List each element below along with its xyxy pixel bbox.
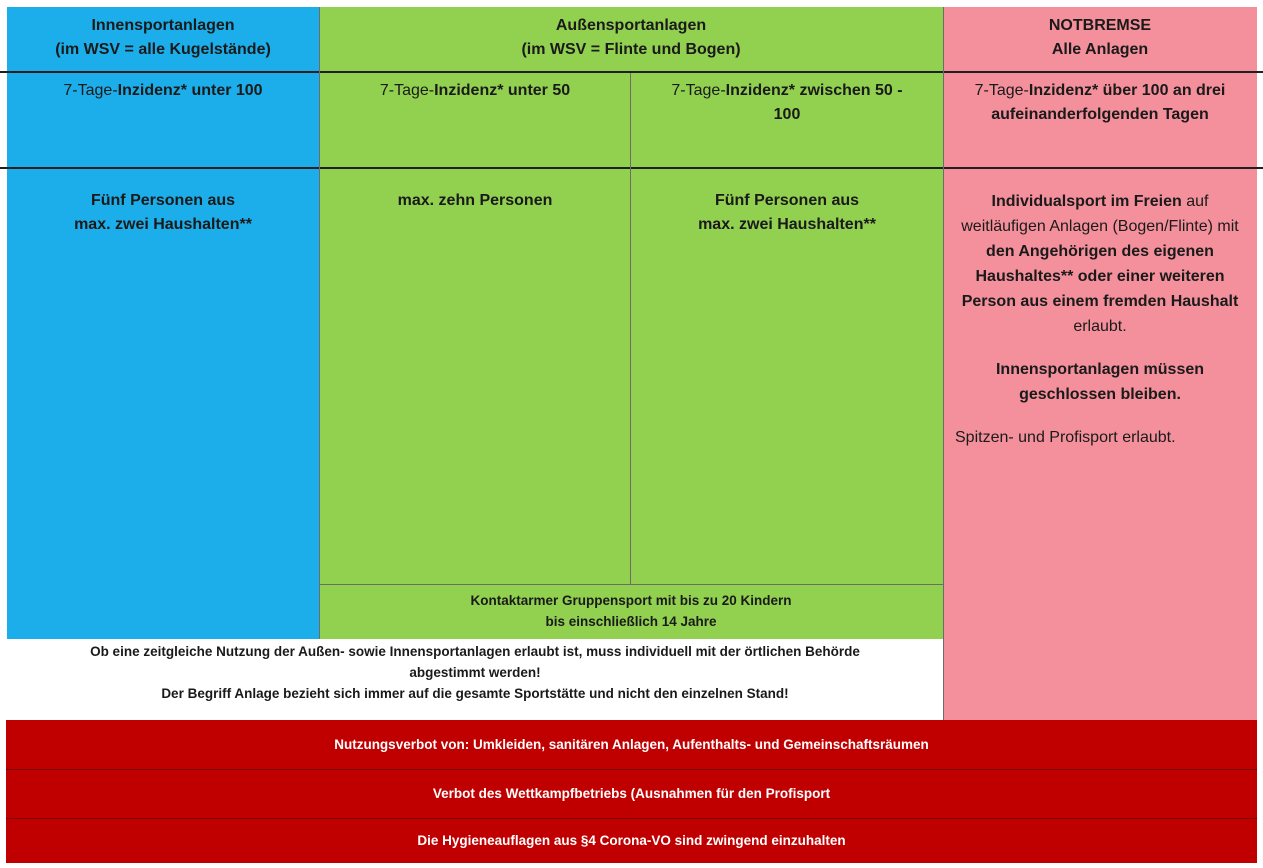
indoor-rule xyxy=(7,169,319,629)
outdoor-header xyxy=(319,7,943,71)
notbremse-subtitle: Alle Anlagen xyxy=(1051,41,1149,58)
outdoor-a-rule xyxy=(319,169,631,584)
outdoor-a-incidence xyxy=(319,73,631,167)
incidence-threshold-cont: aufeinanderfolgenden Tagen xyxy=(991,106,1209,123)
incidence-threshold-cont: 100 xyxy=(773,106,801,123)
incidence-threshold: Inzidenz* unter 50 xyxy=(434,82,571,99)
incidence-prefix: 7-Tage- xyxy=(671,82,726,99)
general-rule-divider xyxy=(6,769,1257,770)
general-rule-text: Die Hygieneauflagen aus §4 Corona-VO sind zwingend einzuhalten xyxy=(417,833,846,848)
notice-line3: Der Begriff Anlage bezieht sich immer auf die gesamte Sportstätte und nicht den einzelnen Stand! xyxy=(161,686,789,701)
indoor-incidence xyxy=(7,73,319,167)
incidence-threshold: Inzidenz* über 100 an drei xyxy=(1028,82,1226,99)
notbremse-p1-bold2: den Angehörigen des eigenen Haushaltes** oder einer weiteren Person aus einem fremden Haushalt xyxy=(961,243,1239,310)
indoor-outdoor-divider xyxy=(319,7,320,639)
incidence-prefix: 7-Tage- xyxy=(379,82,435,99)
notice-box xyxy=(7,639,943,720)
incidence-prefix: 7-Tage- xyxy=(974,82,1029,99)
indoor-subtitle: (im WSV = alle Kugelstände) xyxy=(55,41,271,58)
notbremse-p1-bold1: Individualsport im Freien xyxy=(991,193,1182,210)
group-sport-line2: bis einschließlich 14 Jahre xyxy=(545,614,717,629)
notice-line2: abgestimmt werden! xyxy=(409,665,541,680)
general-rule-hygiene xyxy=(6,818,1257,863)
notbremse-individual-sport xyxy=(955,189,1245,339)
group-sport-line1: Kontaktarmer Gruppensport mit bis zu 20 Kindern xyxy=(470,593,792,608)
indoor-rule-line1: Fünf Personen aus xyxy=(90,192,236,209)
incidence-prefix: 7-Tage- xyxy=(63,82,118,99)
general-rule-competition xyxy=(6,769,1257,818)
incidence-threshold: Inzidenz* zwischen 50 - xyxy=(725,82,903,99)
notbremse-pro-sport: Spitzen- und Profisport erlaubt. xyxy=(955,429,1176,446)
incidence-threshold: Inzidenz* unter 100 xyxy=(117,82,263,99)
general-rule-text: Nutzungsverbot von: Umkleiden, sanitären Anlagen, Aufenthalts- und Gemeinschaftsräumen xyxy=(334,737,929,752)
outdoor-title: Außensportanlagen xyxy=(555,17,707,34)
notbremse-incidence xyxy=(943,73,1257,167)
general-rule-text: Verbot des Wettkampfbetriebs (Ausnahmen für den Profisport xyxy=(432,786,831,801)
outdoor-b-rule xyxy=(631,169,943,584)
outdoor-b-rule-line2: max. zwei Haushalten** xyxy=(698,216,876,233)
group-sport-note xyxy=(319,584,943,639)
incidence-divider xyxy=(0,167,1263,169)
outdoor-subcolumn-divider xyxy=(630,73,631,584)
notbremse-rules xyxy=(943,169,1257,639)
general-rule-facilities xyxy=(6,720,1257,769)
indoor-rule-line2: max. zwei Haushalten** xyxy=(74,216,252,233)
outdoor-subtitle: (im WSV = Flinte und Bogen) xyxy=(521,41,741,58)
indoor-header xyxy=(7,7,319,71)
notbremse-title: NOTBREMSE xyxy=(1048,17,1152,34)
notbremse-p1-text1: auf weitläufigen Anlagen (Bogen/Flinte) mit xyxy=(961,193,1239,235)
notice-line1: Ob eine zeitgleiche Nutzung der Außen- sowie Innensportanlagen erlaubt ist, muss individuell mit der örtlichen Behörde xyxy=(90,644,860,659)
notbremse-indoor-closed: Innensportanlagen müssen geschlossen bleiben. xyxy=(995,361,1205,403)
notbremse-header xyxy=(943,7,1257,71)
general-rule-divider xyxy=(6,818,1257,819)
header-divider xyxy=(0,71,1263,73)
outdoor-b-incidence xyxy=(631,73,943,167)
notbremse-p1-text2: erlaubt. xyxy=(1073,318,1127,335)
outdoor-a-rule-text: max. zehn Personen xyxy=(397,192,553,209)
outdoor-b-rule-line1: Fünf Personen aus xyxy=(714,192,860,209)
outdoor-notbremse-divider xyxy=(943,7,944,720)
group-sport-border xyxy=(319,584,943,585)
indoor-title: Innensportanlagen xyxy=(91,17,235,34)
